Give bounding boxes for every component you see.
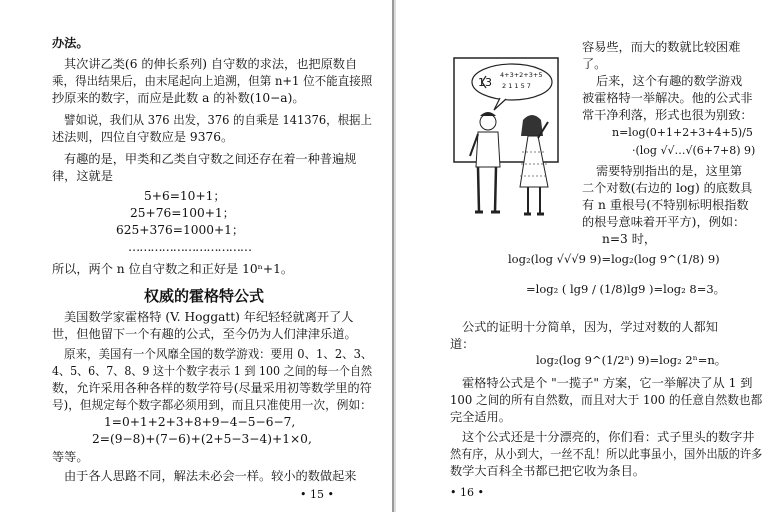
text-line: 美国数学家霍格特 (V. Hoggatt) 年纪轻轻就离开了人 <box>64 310 354 324</box>
board-numbers-row1: 4+3+2+3+5 <box>500 71 543 79</box>
example-equation-1: log₂(log √√√9 9)=log₂(log 9^(1/8) 9) <box>508 252 720 266</box>
text-line: 律，这就是 <box>52 169 113 183</box>
equation-line: 25+76=100+1； <box>130 206 235 220</box>
text-line: 其次讲乙类(6 的伸长系列) 自守数的求法，也把原数自 <box>64 57 358 71</box>
text-line: 公式的证明十分简单，因为，学过对数的人都知 <box>462 320 718 334</box>
text-line: 譬如说，我们从 376 出发，376 的自乘是 141376，根据上 <box>64 113 372 127</box>
text-line: 容易些，而大的数就比较困难 <box>582 40 741 54</box>
text-line: 所以，两个 n 位自守数之和正好是 10ⁿ+1。 <box>52 262 294 276</box>
text-line: 由于各人思路不同，解法未必会一样。较小的数做起来 <box>64 469 357 483</box>
board-number-13: 13 <box>478 76 492 89</box>
text-line: 的根号意味着开平方)，例如： <box>582 215 746 229</box>
equation-line: 5+6=10+1； <box>144 189 226 203</box>
example-equation: 1=0+1+2+3+8+9−4−5−6−7, <box>104 415 296 429</box>
text-line: 常干净利落，形式也很为别致： <box>582 108 753 122</box>
text-line: 有 n 重根号(不特别标明根指数 <box>582 198 749 212</box>
hoggatt-formula-line2: ·(log √√…√(6+7+8) 9) <box>632 144 756 157</box>
text-line: 有趣的是，甲类和乙类自守数之间还存在着一种普遍规 <box>64 152 357 166</box>
text-line: 后来，这个有趣的数学游戏 <box>596 74 743 88</box>
page-number: • 15 • <box>300 488 334 501</box>
text-line: 道： <box>450 337 475 351</box>
example-equation: 2=(9−8)+(7−6)+(2+5−3−4)+1×0, <box>92 432 312 446</box>
text-line: 二个对数(右边的 log) 的底数具 <box>582 181 753 195</box>
page-number: • 16 • <box>450 486 484 499</box>
text-line: 原来，美国有一个风靡全国的数学游戏：要用 0、1、2、3、 <box>64 347 373 361</box>
text-line: 被霍格特一举解决。他的公式非 <box>582 91 753 105</box>
text-line: 然有序，从小到大，一丝不乱！所以此事虽小，国外出版的许多 <box>450 447 763 461</box>
text-line: 这个公式还是十分漂亮的，你们看：式子里头的数字井 <box>462 430 755 444</box>
text-line: 数，允许采用各种各样的数学符号(尽量采用初等数学里的符 <box>52 381 372 395</box>
text-line: 世，但他留下一个有趣的公式，至今仍为人们津津乐道。 <box>52 327 357 341</box>
equation-line: 625+376=1000+1； <box>116 223 245 237</box>
text-line: 4、5、6、7、8、9 这十个数字表示 1 到 100 之间的每一个自然 <box>52 364 373 378</box>
equation-ellipsis: …………………………… <box>128 240 252 254</box>
text-line: 等等。 <box>52 450 89 464</box>
text-line: 数学大百科全书都已把它收为条目。 <box>450 464 645 478</box>
text-line: 完全适用。 <box>450 410 511 424</box>
text-line: 100 之间的所有自然数，而且对大于 100 的任意自然数也都 <box>450 393 763 407</box>
text-line: 需要特别指出的是，这里第 <box>596 164 743 178</box>
text-line: 乘，得出结果后，由末尾起向上追溯，但第 n+1 位不能直接照 <box>52 74 373 88</box>
example-equation-2: =log₂ ( lg9 / (1/8)lg9 )=log₂ 8=3。 <box>526 282 726 296</box>
text-line: 办法。 <box>52 36 89 50</box>
section-title: 权威的霍格特公式 <box>144 287 265 305</box>
hoggatt-formula-line1: n=log(0+1+2+3+4+5)/5 <box>612 126 753 139</box>
board-numbers-row2: 2 1 1 5 7 <box>502 82 531 90</box>
text-line: 述法则，四位自守数应是 9376。 <box>52 130 234 144</box>
text-line: 了。 <box>582 57 607 71</box>
children-blackboard-illustration <box>448 52 578 224</box>
text-line: 抄原来的数字，而应是此数 a 的补数(10−a)。 <box>52 91 305 105</box>
text-line: 霍格特公式是个 "一揽子" 方案，它一举解决了从 1 到 <box>462 376 753 390</box>
proof-equation: log₂(log 9^(1/2ⁿ) 9)=log₂ 2ⁿ=n。 <box>536 353 727 367</box>
right-page <box>396 0 782 512</box>
text-line: 号)，但规定每个数字都必须用到，而且只准使用一次，例如： <box>52 398 372 412</box>
text-line: n=3 时， <box>602 232 657 246</box>
